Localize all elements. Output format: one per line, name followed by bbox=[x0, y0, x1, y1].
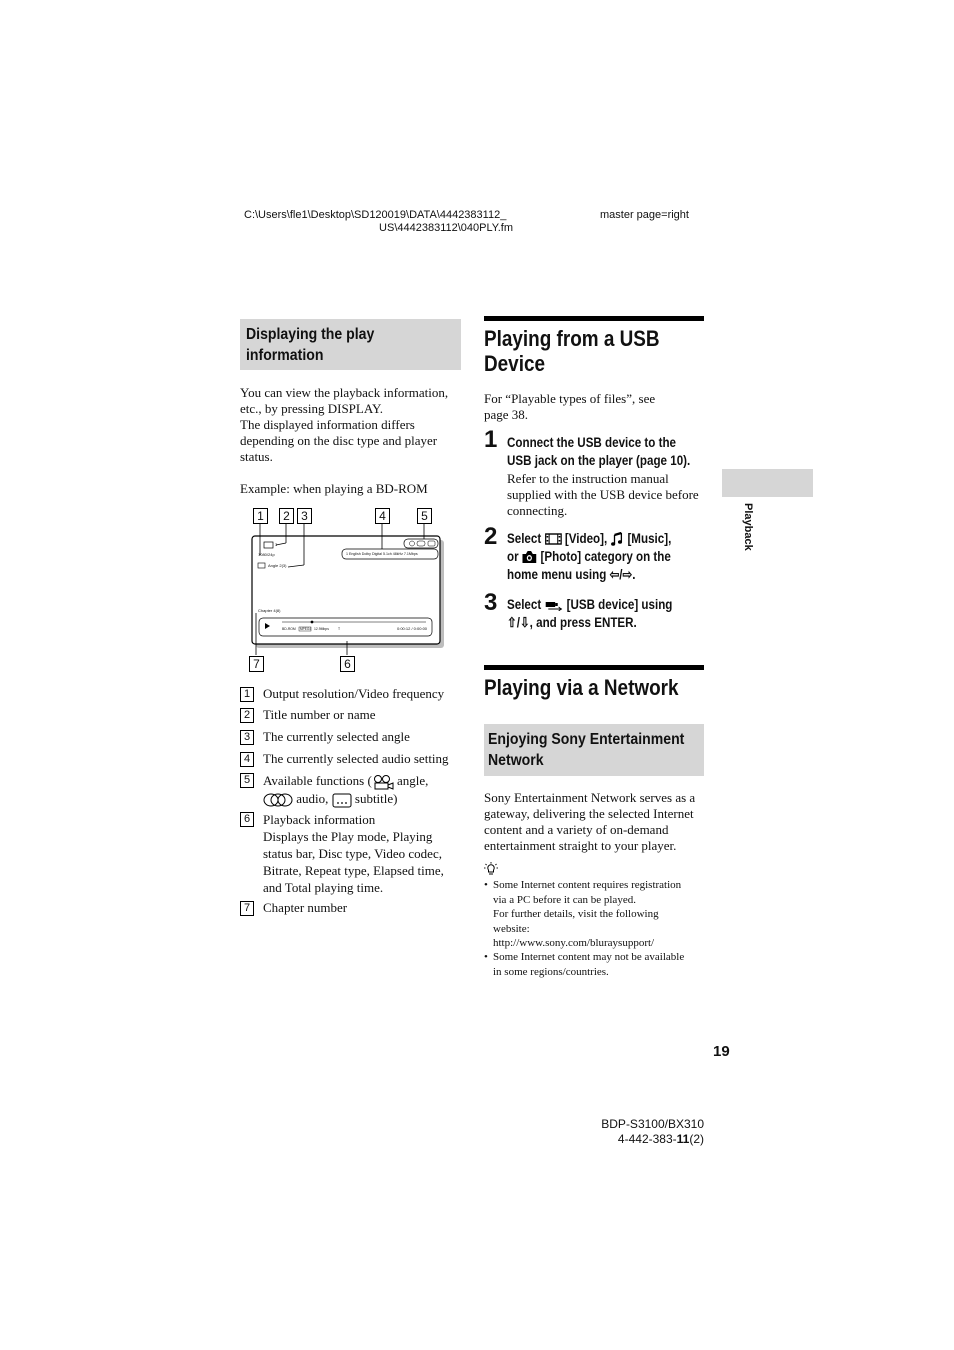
subtitle-icon bbox=[332, 793, 352, 808]
step-2-line1 bbox=[507, 530, 671, 548]
step-2-number: 2 bbox=[484, 523, 498, 550]
callout-3: 3 bbox=[297, 508, 312, 524]
step-1-note-line: Refer to the instruction manual bbox=[507, 471, 669, 486]
legend-text-part: Available functions ( bbox=[263, 773, 372, 788]
usb-intro-line: page 38. bbox=[484, 407, 529, 422]
sen-body-line: entertainment straight to your player. bbox=[484, 838, 677, 853]
step-1-note-line: connecting. bbox=[507, 503, 568, 518]
screen-resolution: 1080/24p bbox=[258, 552, 275, 557]
section-title-line1: Displaying the play bbox=[246, 326, 375, 343]
step-text: [Photo] category on the bbox=[537, 549, 671, 564]
screen-codec2: MPEG4 bbox=[300, 627, 312, 631]
legend-subline: status bar, Disc type, Video codec, bbox=[263, 846, 442, 861]
tip-item-2 bbox=[484, 950, 706, 979]
legend-text-5 bbox=[263, 772, 468, 808]
legend-text: The currently selected angle bbox=[263, 729, 410, 744]
step-text: or bbox=[507, 549, 522, 564]
intro-line: etc., by pressing DISPLAY. bbox=[240, 401, 384, 416]
legend-subline: and Total playing time. bbox=[263, 880, 384, 895]
master-page-label: master page=right bbox=[600, 209, 689, 221]
screen-audio: 1 English Dolby Digital 5.1ch 48kHz 7.1Mbps bbox=[346, 552, 418, 556]
step-3-line1 bbox=[507, 596, 672, 614]
legend-num: 5 bbox=[240, 773, 254, 788]
intro-line: You can view the playback information, bbox=[240, 385, 449, 400]
model-number: BDP-S3100/BX310 bbox=[601, 1117, 704, 1131]
side-tab-label: Playback bbox=[742, 503, 754, 551]
angle-icon bbox=[372, 774, 394, 790]
legend-text: The currently selected audio setting bbox=[263, 751, 449, 766]
sen-title-line2: Network bbox=[488, 752, 544, 769]
legend-text-part: audio, bbox=[293, 791, 332, 807]
usb-title-line1: Playing from a USB bbox=[484, 326, 660, 351]
sen-title-line1: Enjoying Sony Entertainment bbox=[488, 731, 685, 748]
step-1-number: 1 bbox=[484, 426, 498, 453]
side-tab bbox=[722, 469, 813, 497]
intro-line: depending on the disc type and player bbox=[240, 433, 438, 448]
step-3-number: 3 bbox=[484, 589, 498, 616]
file-path-line2: US\4442383112\040PLY.fm bbox=[379, 222, 513, 234]
sen-body-line: content and a variety of on-demand bbox=[484, 822, 669, 837]
screen-bitrate: 12.9Mbps bbox=[314, 627, 329, 631]
callout-6: 6 bbox=[340, 656, 355, 672]
legend-text: Output resolution/Video frequency bbox=[263, 686, 445, 701]
code-part: 4-442-383- bbox=[617, 1132, 677, 1146]
usb-device-icon bbox=[544, 599, 563, 611]
usb-title-rule bbox=[484, 316, 704, 321]
screen-angle: Angle 2(3) bbox=[268, 563, 287, 568]
step-text: [Video], bbox=[561, 531, 611, 546]
callout-4: 4 bbox=[375, 508, 390, 524]
legend-text: Playback information bbox=[263, 812, 376, 827]
intro-line: status. bbox=[240, 449, 273, 464]
legend-text: Title number or name bbox=[263, 707, 376, 722]
legend-text-part: subtitle) bbox=[351, 791, 398, 807]
legend-num: 4 bbox=[240, 752, 254, 767]
step-2-line2 bbox=[507, 548, 671, 566]
example-caption: Example: when playing a BD-ROM bbox=[240, 481, 428, 496]
tip-line: For further details, visit the following bbox=[493, 908, 659, 920]
callout-1: 1 bbox=[253, 508, 268, 524]
page-number: 19 bbox=[713, 1043, 730, 1060]
step-1-line1: Connect the USB device to the bbox=[507, 435, 677, 450]
screen-title-number: 3 bbox=[275, 542, 278, 547]
step-1-note-line: supplied with the USB device before bbox=[507, 487, 699, 502]
screen-chapter: Chapter 4(8) bbox=[258, 608, 281, 613]
section-title-line2: information bbox=[246, 347, 324, 364]
legend-text: Chapter number bbox=[263, 900, 348, 915]
playback-info-figure bbox=[246, 505, 452, 677]
legend-num: 7 bbox=[240, 901, 254, 916]
callout-2: 2 bbox=[279, 508, 294, 524]
legend-num: 6 bbox=[240, 812, 254, 827]
network-title: Playing via a Network bbox=[484, 675, 679, 700]
tip-line: website: bbox=[493, 922, 530, 935]
legend-num: 1 bbox=[240, 687, 254, 702]
legend-num: 3 bbox=[240, 730, 254, 745]
tip-item-1 bbox=[484, 878, 706, 951]
bullet-dot: • bbox=[484, 951, 488, 963]
file-path-line1: C:\Users\fle1\Desktop\SD120019\DATA\4442383112_ bbox=[244, 209, 507, 221]
audio-icon bbox=[263, 793, 293, 807]
tip-line: via a PC before it can be played. bbox=[493, 893, 636, 906]
legend-num: 2 bbox=[240, 708, 254, 723]
sen-body-line: gateway, delivering the selected Internet bbox=[484, 806, 694, 821]
footer-model bbox=[560, 1117, 704, 1147]
section-header-sen bbox=[484, 724, 704, 776]
screen-repeat: T bbox=[338, 627, 341, 631]
step-text: [Music], bbox=[624, 531, 672, 546]
sen-body bbox=[484, 790, 709, 854]
bullet-dot: • bbox=[484, 879, 488, 891]
legend-subline: Bitrate, Repeat type, Elapsed time, bbox=[263, 863, 444, 878]
section-header-play-info bbox=[240, 319, 461, 370]
code-part-bold: 11 bbox=[676, 1132, 690, 1146]
intro-line: The displayed information differs bbox=[240, 417, 415, 432]
callout-7: 7 bbox=[249, 656, 264, 672]
step-text: Select bbox=[507, 597, 545, 612]
usb-intro-line: For “Playable types of files”, see bbox=[484, 391, 656, 406]
photo-icon bbox=[522, 550, 537, 564]
usb-intro bbox=[484, 391, 655, 423]
tip-url[interactable]: http://www.sony.com/bluraysupport/ bbox=[493, 937, 655, 949]
network-title-rule bbox=[484, 665, 704, 670]
tv-screen-diagram bbox=[246, 505, 452, 677]
tip-line: Some Internet content may not be available bbox=[493, 951, 685, 963]
tip-line: in some regions/countries. bbox=[493, 965, 609, 978]
tip-line: Some Internet content requires registration bbox=[493, 879, 682, 891]
tip-lightbulb-icon bbox=[484, 862, 498, 876]
document-code bbox=[560, 1132, 704, 1147]
legend-subline: Displays the Play mode, Playing bbox=[263, 829, 433, 844]
legend-text-6 bbox=[263, 811, 468, 896]
video-icon bbox=[544, 532, 561, 546]
step-2-line3: home menu using ⇦/⇨. bbox=[507, 567, 636, 582]
code-part: (2) bbox=[689, 1132, 704, 1146]
legend-text-part: angle, bbox=[393, 773, 429, 788]
step-text: [USB device] using bbox=[563, 597, 673, 612]
step-3-line2: ⇧/⇩, and press ENTER. bbox=[507, 615, 637, 630]
file-path bbox=[244, 209, 514, 235]
step-text: Select bbox=[507, 531, 545, 546]
screen-time: 0:00:12 / 0:00:00 bbox=[397, 626, 428, 631]
step-1-note bbox=[507, 471, 707, 519]
screen-codec: BD-ROM bbox=[282, 627, 296, 631]
step-1-line2: USB jack on the player (page 10). bbox=[507, 453, 691, 468]
intro-paragraph bbox=[240, 385, 465, 465]
music-icon bbox=[610, 532, 624, 547]
callout-5: 5 bbox=[417, 508, 432, 524]
usb-title-line2: Device bbox=[484, 351, 546, 376]
sen-body-line: Sony Entertainment Network serves as a bbox=[484, 790, 696, 805]
